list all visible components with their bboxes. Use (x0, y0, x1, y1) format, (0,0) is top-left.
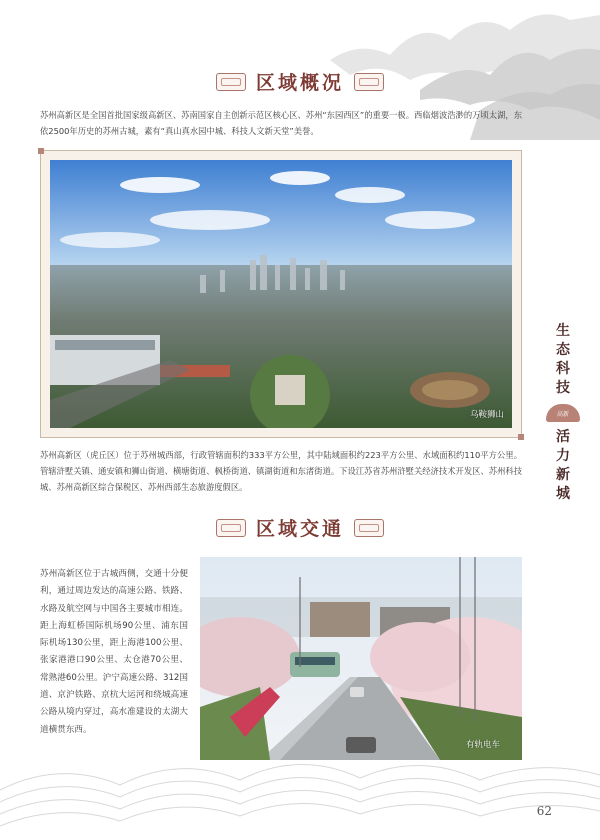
district-paragraph: 苏州高新区（虎丘区）位于苏州城西部，行政管辖面积约333平方公里，其中陆域面积约223平方公里、水域面积约110平方公里。管辖浒墅关镇、通安镇和狮山街道、横塘街道、枫桥街道、镇湖街道和东渚街道。下设江苏省苏州浒墅关经济技术开发区、苏州科技城、苏州高新区综合保税区、苏州西部生态旅游度假区。 (40, 450, 522, 492)
transport-paragraph: 苏州高新区位于古城西侧，交通十分便利，通过周边发达的高速公路、铁路、水路及航空网与中国各主要城市相连。距上海虹桥国际机场90公里、浦东国际机场130公里，距上海港100公里、张家港港口90公里、太仓港70公里、常熟港60公里。沪宁高速公路、312国道、京沪铁路、京杭大运河和绕城高速公路从境内穿过，高水准建设的太湖大道横贯东西。 (40, 569, 188, 735)
side-char: 城 (556, 486, 570, 502)
section-title-overview (216, 68, 384, 95)
aerial-photo-caption: 乌鞍狮山 (469, 410, 504, 420)
fan-ornament: 高新 (546, 404, 580, 422)
side-char: 技 (556, 380, 570, 396)
side-char: 科 (556, 361, 570, 377)
page-number: 62 (536, 804, 552, 818)
tram-photo-caption: 有轨电车 (465, 740, 500, 750)
section-title-text: 区域交通 (255, 518, 345, 540)
aerial-city-image (50, 160, 512, 428)
aerial-photo-frame (40, 150, 522, 438)
intro-paragraph: 苏州高新区是全国首批国家级高新区、苏南国家自主创新示范区核心区、苏州“东园西区”的重要一极。西临烟波浩渺的万顷太湖，东依2500年历史的苏州古城，素有“真山真水园中城、科技人文新天堂”美誉。 (40, 110, 522, 136)
ink-waves-decoration (0, 730, 600, 840)
side-tagline (548, 322, 578, 504)
side-char: 新 (556, 467, 570, 483)
title-ornament-right (354, 73, 384, 91)
section-title-text: 区域概况 (255, 72, 345, 94)
title-ornament-left (216, 73, 246, 91)
title-ornament-right (354, 519, 384, 537)
section-title-transport (216, 514, 384, 541)
side-char: 活 (556, 429, 570, 445)
side-char: 生 (556, 323, 570, 339)
side-char: 力 (556, 448, 570, 464)
title-ornament-left (216, 519, 246, 537)
aerial-city-photo (50, 160, 512, 428)
side-char: 态 (556, 342, 570, 358)
